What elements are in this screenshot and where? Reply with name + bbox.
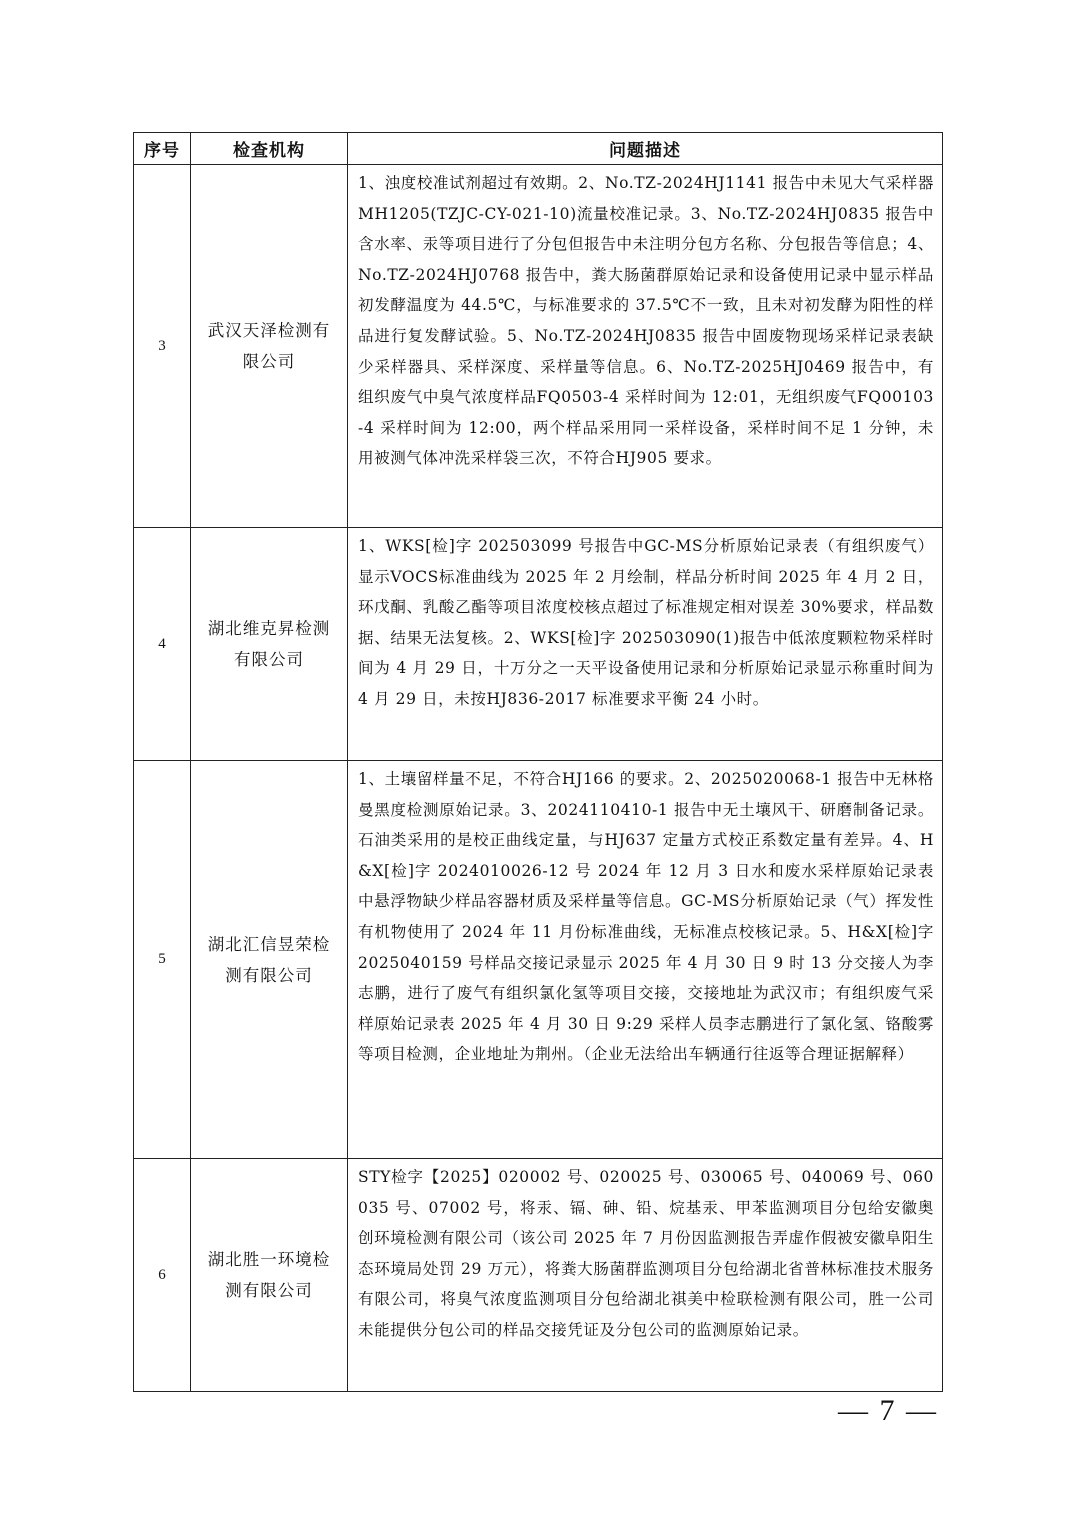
header-org: 检查机构 <box>191 133 348 165</box>
header-desc: 问题描述 <box>348 133 943 165</box>
row-desc: 1、浊度校准试剂超过有效期。2、No.TZ-2024HJ1141 报告中未见大气采样器MH1205(TZJC-CY-021-10)流量校准记录。3、No.TZ-2024HJ0835 报告中含水率、汞等项目进行了分包但报告中未注明分包方名称、分包报告等信息；4、No.TZ-2024HJ0768 报告中，粪大肠菌群原始记录和设备使用记录中显示样品初发酵温度为 44.5℃，与标准要求的 37.5℃不一致，且未对初发酵为阳性的样品进行复发酵试验。5、No.TZ-2024HJ0835 报告中固废物现场采样记录表缺少采样器具、采样深度、采样量等信息。6、No.TZ-2025HJ0469 报告中，有组织废气中臭气浓度样品FQ0503-4 采样时间为 12:01，无组织废气FQ00103-4 采样时间为 12:00，两个样品采用同一采样设备，采样时间不足 1 分钟，未用被测气体冲洗采样袋三次，不符合HJ905 要求。 <box>348 165 943 528</box>
table-header-row <box>134 133 943 165</box>
row-org: 湖北维克昇检测有限公司 <box>191 528 348 761</box>
row-seq: 4 <box>134 528 191 761</box>
row-seq: 3 <box>134 165 191 528</box>
row-seq: 5 <box>134 761 191 1159</box>
row-seq: 6 <box>134 1159 191 1392</box>
row-org: 湖北汇信昱荣检测有限公司 <box>191 761 348 1159</box>
row-desc: 1、土壤留样量不足，不符合HJ166 的要求。2、2025020068-1 报告中无林格曼黑度检测原始记录。3、2024110410-1 报告中无土壤风干、研磨制备记录。石油类采用的是校正曲线定量，与HJ637 定量方式校正系数定量有差异。4、H&X[检]字 2024010026-12 号 2024 年 12 月 3 日水和废水采样原始记录表中悬浮物缺少样品容器材质及采样量等信息。GC-MS分析原始记录（气）挥发性有机物使用了 2024 年 11 月份标准曲线，无标准点校核记录。5、H&X[检]字 2025040159 号样品交接记录显示 2025 年 4 月 30 日 9 时 13 分交接人为李志鹏，进行了废气有组织氯化氢等项目交接，交接地址为武汉市；有组织废气采样原始记录表 2025 年 4 月 30 日 9:29 采样人员李志鹏进行了氯化氢、铬酸雾等项目检测，企业地址为荆州。（企业无法给出车辆通行往返等合理证据解释） <box>348 761 943 1159</box>
table-row <box>134 761 943 1159</box>
header-seq: 序号 <box>134 133 191 165</box>
table-row <box>134 1159 943 1392</box>
table-row <box>134 528 943 761</box>
row-desc: STY检字【2025】020002 号、020025 号、030065 号、040069 号、060035 号、07002 号，将汞、镉、砷、铅、烷基汞、甲苯监测项目分包给安徽奥创环境检测有限公司（该公司 2025 年 7 月份因监测报告弄虚作假被安徽阜阳生态环境局处罚 29 万元），将粪大肠菌群监测项目分包给湖北省普林标准技术服务有限公司，将臭气浓度监测项目分包给湖北祺美中检联检测有限公司，胜一公司未能提供分包公司的样品交接凭证及分包公司的监测原始记录。 <box>348 1159 943 1392</box>
row-desc: 1、WKS[检]字 202503099 号报告中GC-MS分析原始记录表（有组织废气）显示VOCS标准曲线为 2025 年 2 月绘制，样品分析时间 2025 年 4 月 2 日，环戊酮、乳酸乙酯等项目浓度校核点超过了标准规定相对误差 30%要求，样品数据、结果无法复核。2、WKS[检]字 202503090(1)报告中低浓度颗粒物采样时间为 4 月 29 日，十万分之一天平设备使用记录和分析原始记录显示称重时间为 4 月 29 日，未按HJ836-2017 标准要求平衡 24 小时。 <box>348 528 943 761</box>
inspection-issues-table <box>133 132 943 1392</box>
page-number: — 7 — <box>838 1394 938 1427</box>
row-org: 武汉天泽检测有限公司 <box>191 165 348 528</box>
table-row <box>134 165 943 528</box>
row-org: 湖北胜一环境检测有限公司 <box>191 1159 348 1392</box>
